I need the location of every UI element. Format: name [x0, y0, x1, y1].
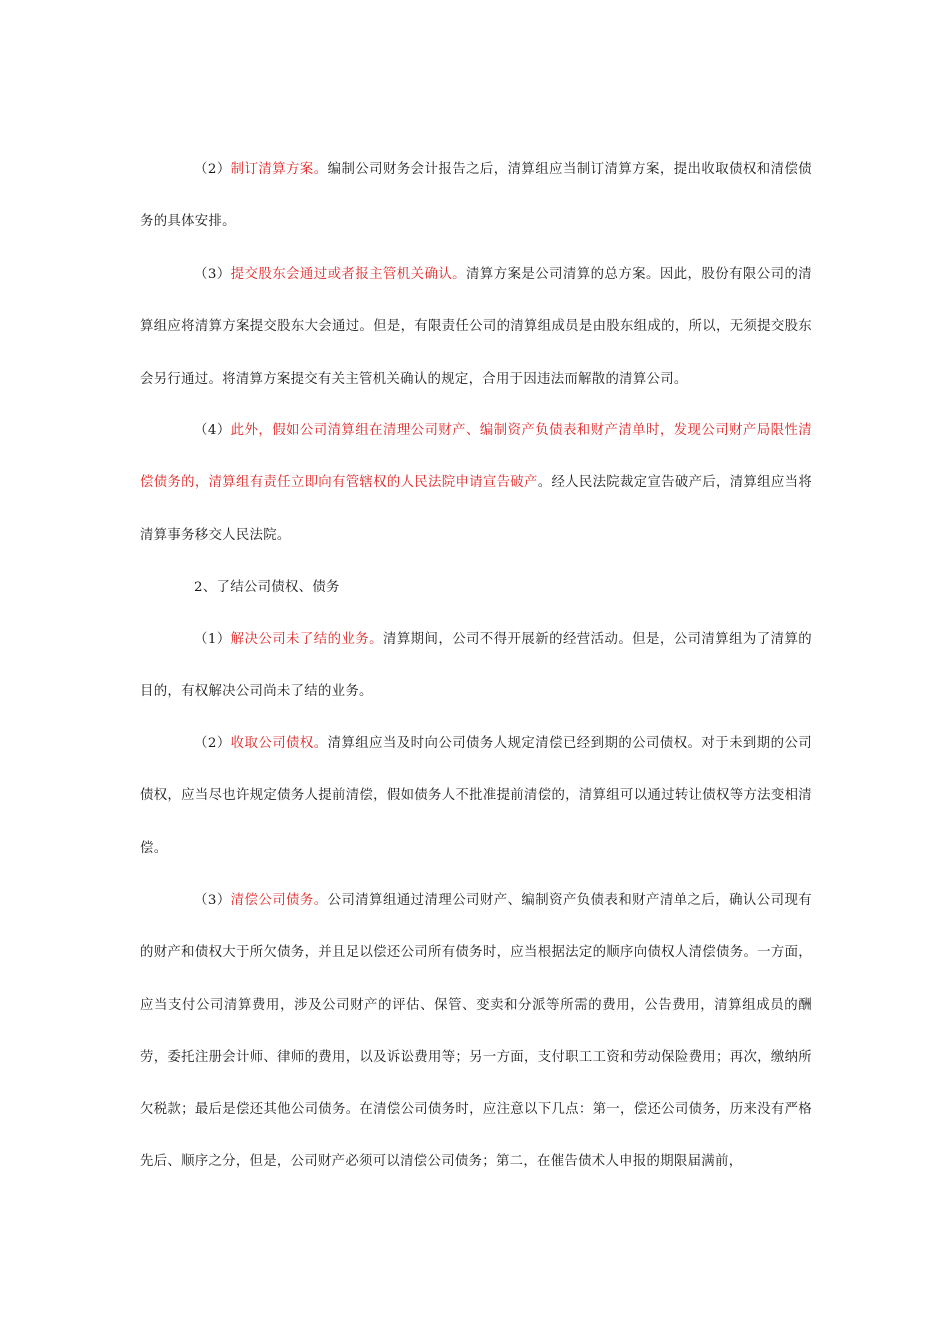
section-heading-text: 2、了结公司债权、债务 — [194, 580, 340, 595]
body-text: 清算方案是公司清算的总方案。因此，股份有限公司的清算组应将清算方案提交股东大会通过。但是，有限责任公司的清算组成员是由股东组成的，所以，无须提交股东会另行通过。将清算方案提交有关主管机关确认的规定，合用于因违法而解散的清算公司。 — [140, 267, 812, 387]
body-text: 编制公司财务会计报告之后，清算组应当制订清算方案，提出收取债权和清偿债务的具体安排。 — [140, 162, 813, 230]
highlighted-heading: 收取公司债权。 — [230, 736, 328, 751]
item-number: （2） — [194, 736, 231, 751]
highlighted-heading: 此外，假如公司清算组在清理公司财产、编制资产负债表和财产清单时，发现公司财产局限性清偿债务的，清算组有责任立即向有管辖权的人民法院申请宣告破产 — [140, 423, 812, 491]
highlighted-heading: 解决公司未了结的业务。 — [230, 632, 383, 647]
item-number: （3） — [194, 893, 231, 908]
paragraph-submit-for-approval — [140, 249, 812, 406]
item-number: （1） — [194, 632, 231, 647]
highlighted-heading: 提交股东会通过或者报主管机关确认。 — [230, 267, 467, 282]
paragraph-make-liquidation-plan — [140, 144, 812, 249]
item-number: （4） — [194, 423, 231, 438]
body-text: 公司清算组通过清理公司财产、编制资产负债表和财产清单之后，确认公司现有的财产和债权大于所欠债务，并且足以偿还公司所有债务时，应当根据法定的顺序向债权人清偿债务。一方面，应当支付公司清算费用，涉及公司财产的评估、保管、变卖和分派等所需的费用，公告费用，清算组成员的酬劳，委托注册会计师、律师的费用，以及诉讼费用等；另一方面，支付职工工资和劳动保险费用；再次，缴纳所欠税款；最后是偿还其他公司债务。在清偿公司债务时，应注意以下几点：第一，偿还公司债务，历来没有严格先后、顺序之分，但是，公司财产必须可以清偿公司债务；第二，在催告债术人申报的期限届满前， — [140, 893, 813, 1170]
section-heading-debts — [140, 562, 812, 614]
paragraph-bankruptcy-application — [140, 405, 812, 562]
highlighted-heading: 清偿公司债务。 — [230, 893, 328, 908]
paragraph-unfinished-business — [140, 614, 812, 719]
body-text: 清算期间，公司不得开展新的经营活动。但是，公司清算组为了清算的目的，有权解决公司尚未了结的业务。 — [140, 632, 812, 700]
highlighted-heading: 制订清算方案。 — [230, 162, 328, 177]
body-text: 清算组应当及时向公司债务人规定清偿已经到期的公司债权。对于未到期的公司债权，应当尽也许规定债务人提前清偿，假如债务人不批准提前清偿的，清算组可以通过转让债权等方法变相清偿。 — [140, 736, 813, 856]
paragraph-pay-debts — [140, 875, 812, 1189]
item-number: （2） — [194, 162, 231, 177]
body-text: 。经人民法院裁定宣告破产后，清算组应当将清算事务移交人民法院。 — [140, 475, 813, 543]
paragraph-collect-claims — [140, 718, 812, 875]
item-number: （3） — [194, 267, 231, 282]
